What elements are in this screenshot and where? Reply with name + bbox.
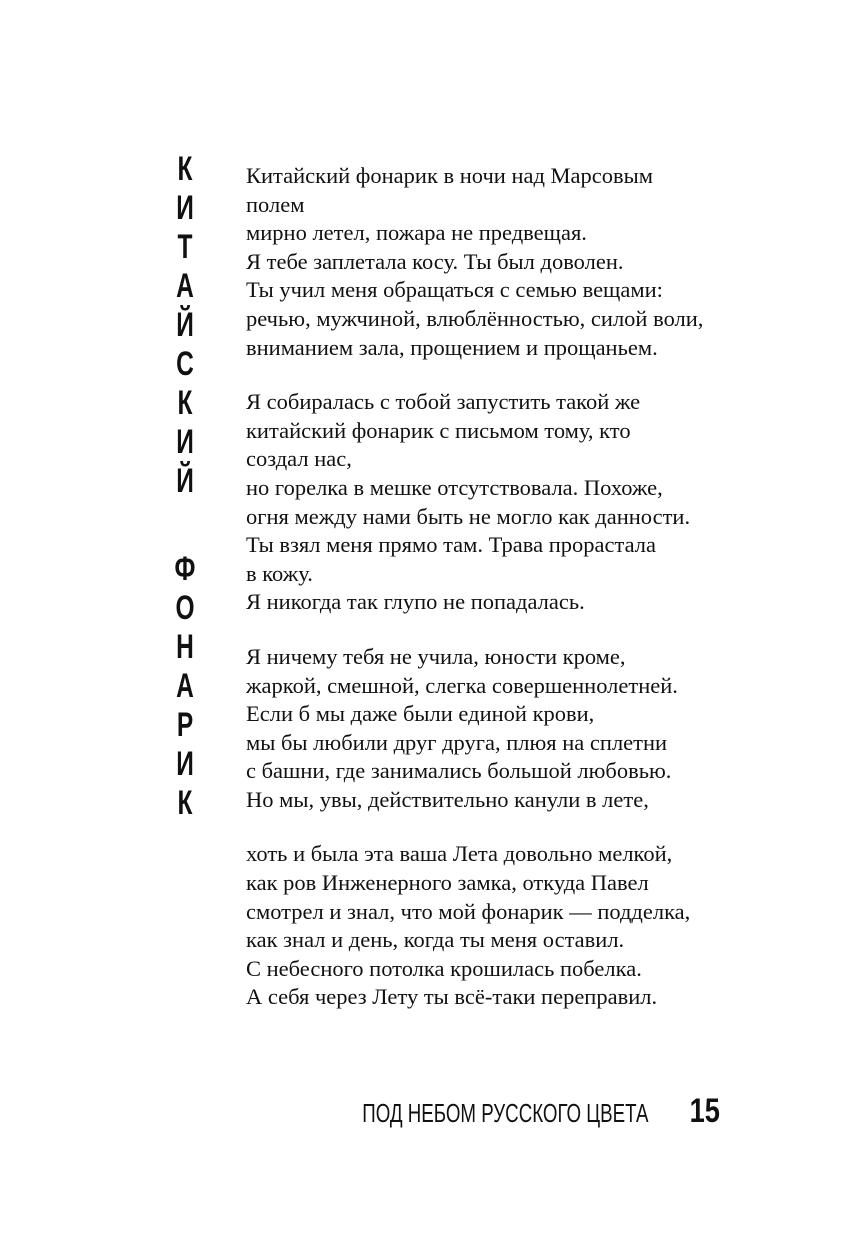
title-letter: Р: [176, 706, 194, 744]
title-letter: А: [176, 267, 194, 305]
poem-line: Но мы, увы, действительно канули в лете,: [246, 786, 649, 812]
poem-line: Если б мы даже были единой крови,: [246, 701, 595, 727]
poem-line: с башни, где занимались большой любовью.: [246, 758, 672, 784]
poem-line: огня между нами быть не могло как данности.: [246, 503, 691, 529]
poem-line: Ты учил меня обращаться с семью вещами:: [246, 277, 663, 303]
title-letter: К: [177, 784, 193, 822]
poem-stanza: [246, 643, 806, 815]
vertical-title-word-2: [167, 550, 203, 823]
poem-stanza: [246, 162, 806, 362]
poem-line: в кожу.: [246, 560, 313, 586]
poem-line: но горелка в мешке отсутствовала. Похоже,: [246, 474, 663, 500]
title-letter: К: [177, 384, 193, 422]
title-letter: И: [176, 189, 194, 227]
title-letter: А: [176, 667, 194, 705]
running-title: ПОД НЕБОМ РУССКОГО ЦВЕТА: [362, 1098, 649, 1128]
poem-stanza: [246, 388, 806, 617]
poem-line: создал нас,: [246, 446, 352, 472]
poem-line: вниманием зала, прощением и прощаньем.: [246, 334, 658, 360]
poem-line: Китайский фонарик в ночи над Марсовым: [246, 163, 654, 188]
poem-line: С небесного потолка крошилась побелка.: [246, 955, 642, 981]
title-letter: Н: [176, 628, 194, 666]
poem-line: Я собиралась с тобой запустить такой же: [246, 389, 641, 415]
poem-line: мирно летел, пожара не предвещая.: [246, 220, 587, 246]
poem-line: как знал и день, когда ты меня оставил.: [246, 927, 625, 953]
poem-line: смотрел и знал, что мой фонарик — подделка,: [246, 898, 691, 924]
title-letter: И: [176, 745, 194, 783]
title-letter: К: [177, 150, 193, 188]
poem-line: Я ничему тебя не учила, юности кроме,: [246, 643, 626, 669]
poem-line: жаркой, смешной, слегка совершеннолетней.: [246, 672, 678, 698]
title-letter: О: [175, 589, 195, 627]
title-letter: Т: [177, 228, 193, 266]
poem-line: полем: [246, 191, 305, 217]
page-footer: [251, 1092, 720, 1131]
page-number: 15: [689, 1092, 720, 1130]
title-letter: Й: [176, 462, 194, 500]
title-letter: Й: [176, 306, 194, 344]
poem-line: мы бы любили друг друга, плюя на сплетни: [246, 729, 668, 755]
poem-line: Ты взял меня прямо там. Трава прорастала: [246, 532, 656, 558]
poem-line: Я никогда так глупо не попадалась.: [246, 589, 585, 615]
title-letter: И: [176, 423, 194, 461]
title-letter: С: [176, 345, 194, 383]
poem-body: [246, 162, 806, 1012]
poem-stanza: [246, 840, 806, 1012]
poem-line: хоть и была эта ваша Лета довольно мелкой,: [246, 841, 673, 867]
poem-line: как ров Инженерного замка, откуда Павел: [246, 870, 649, 896]
vertical-title-word-1: [167, 150, 203, 501]
poem-line: речью, мужчиной, влюблённостью, силой воли,: [246, 305, 704, 331]
poem-line: А себя через Лету ты всё-таки переправил.: [246, 984, 658, 1010]
title-letter: Ф: [174, 550, 196, 588]
poem-line: Я тебе заплетала косу. Ты был доволен.: [246, 248, 624, 274]
poem-line: китайский фонарик с письмом тому, кто: [246, 417, 631, 443]
